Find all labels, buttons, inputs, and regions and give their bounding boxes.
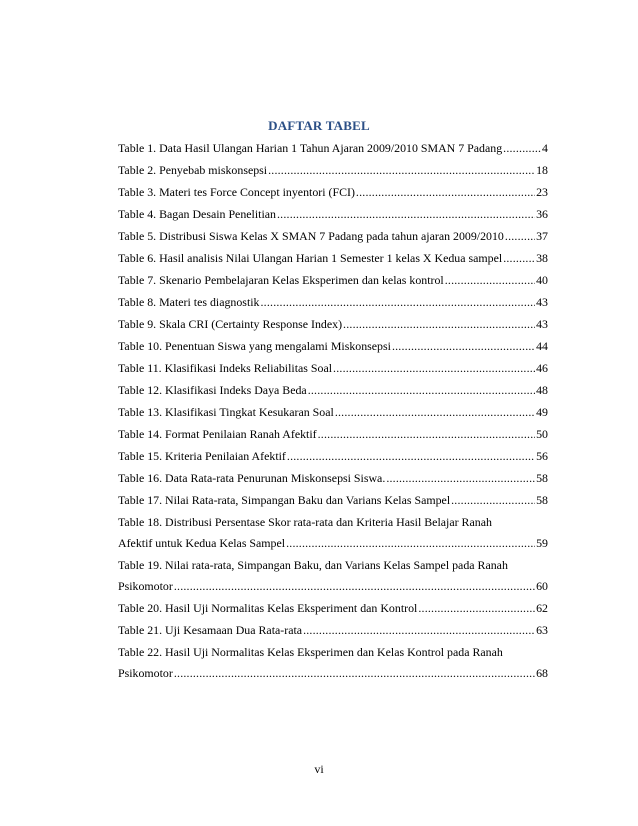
toc-entry[interactable] [118, 449, 548, 471]
toc-entry-label: Table 16. Data Rata-rata Penurunan Miskonsepsi Siswa. [118, 471, 386, 485]
toc-entry-page: 48 [536, 383, 548, 397]
toc-entry-label: Table 17. Nilai Rata-rata, Simpangan Baku dan Varians Kelas Sampel [118, 493, 451, 507]
toc-entry-label: Table 12. Klasifikasi Indeks Daya Beda [118, 383, 307, 397]
toc-entry[interactable] [118, 361, 548, 383]
toc-entry[interactable] [118, 383, 548, 405]
toc-entry[interactable] [118, 623, 548, 645]
toc-entry-label: Table 11. Klasifikasi Indeks Reliabilitas Soal [118, 361, 333, 375]
toc-entry[interactable] [118, 295, 548, 317]
toc-entry-label: Table 2. Penyebab miskonsepsi [118, 163, 268, 177]
toc-entry-page: 60 [536, 579, 548, 593]
toc-entry[interactable] [118, 185, 548, 207]
toc-entry-page: 63 [536, 623, 548, 637]
toc-entry[interactable] [118, 493, 548, 515]
toc-entry-label: Table 19. Nilai rata-rata, Simpangan Baku, dan Varians Kelas Sampel pada Ranah [118, 558, 508, 572]
toc-entry-label: Table 9. Skala CRI (Certainty Response Index) [118, 317, 343, 331]
toc-entry-page: 23 [536, 185, 548, 199]
table-of-tables [118, 141, 548, 688]
toc-entry-label: Table 7. Skenario Pembelajaran Kelas Eksperimen dan kelas kontrol [118, 273, 444, 287]
toc-entry-page: 36 [536, 207, 548, 221]
toc-entry[interactable] [118, 273, 548, 295]
toc-entry[interactable] [118, 317, 548, 339]
dot-leader [335, 405, 535, 419]
dot-leader [445, 273, 535, 287]
toc-entry[interactable] [118, 339, 548, 361]
toc-entry-page: 59 [536, 536, 548, 550]
toc-entry[interactable] [118, 229, 548, 251]
toc-entry-label: Table 15. Kriteria Penilaian Afektif [118, 449, 286, 463]
toc-entry-label: Table 10. Penentuan Siswa yang mengalami Miskonsepsi [118, 339, 391, 353]
toc-entry-label-continued: Psikomotor [118, 666, 173, 680]
toc-entry[interactable] [118, 405, 548, 427]
toc-entry[interactable] [118, 207, 548, 229]
toc-entry-label: Table 13. Klasifikasi Tingkat Kesukaran Soal [118, 405, 334, 419]
toc-entry-page: 40 [536, 273, 548, 287]
toc-entry-page: 37 [536, 229, 548, 243]
toc-entry-page: 4 [542, 141, 548, 155]
toc-entry-page: 44 [536, 339, 548, 353]
toc-entry[interactable] [118, 141, 548, 163]
toc-entry-page: 62 [536, 601, 548, 615]
dot-leader [277, 207, 535, 221]
toc-entry-page: 58 [536, 493, 548, 507]
dot-leader [333, 361, 535, 375]
toc-entry-page: 18 [536, 163, 548, 177]
dot-leader [343, 317, 535, 331]
page-title: DAFTAR TABEL [268, 118, 370, 133]
dot-leader [451, 493, 535, 507]
dot-leader [286, 536, 535, 550]
dot-leader [386, 471, 535, 485]
toc-entry[interactable] [118, 645, 548, 688]
dot-leader [503, 251, 535, 265]
dot-leader [318, 427, 535, 441]
dot-leader [356, 185, 535, 199]
toc-entry-page: 46 [536, 361, 548, 375]
toc-entry-page: 58 [536, 471, 548, 485]
dot-leader [308, 383, 535, 397]
dot-leader [392, 339, 535, 353]
toc-entry-label: Table 3. Materi tes Force Concept inyentori (FCI) [118, 185, 355, 199]
toc-entry-page: 38 [536, 251, 548, 265]
toc-entry[interactable] [118, 251, 548, 273]
dot-leader [174, 579, 535, 593]
toc-entry-label: Table 22. Hasil Uji Normalitas Kelas Eksperimen dan Kelas Kontrol pada Ranah [118, 645, 503, 659]
dot-leader [174, 666, 535, 680]
toc-entry-page: 68 [536, 666, 548, 680]
toc-entry-label-continued: Psikomotor [118, 579, 173, 593]
toc-entry-page: 56 [536, 449, 548, 463]
page-number: vi [314, 762, 324, 776]
toc-entry-label-continued: Afektif untuk Kedua Kelas Sampel [118, 536, 286, 550]
toc-entry[interactable] [118, 471, 548, 493]
toc-entry-label: Table 8. Materi tes diagnostik [118, 295, 260, 309]
toc-entry-page: 49 [536, 405, 548, 419]
toc-entry-page: 43 [536, 295, 548, 309]
toc-entry-label: Table 18. Distribusi Persentase Skor rata-rata dan Kriteria Hasil Belajar Ranah [118, 515, 492, 529]
dot-leader [503, 141, 541, 155]
toc-entry-page: 43 [536, 317, 548, 331]
toc-entry-page: 50 [536, 427, 548, 441]
toc-entry[interactable] [118, 427, 548, 449]
toc-entry-label: Table 20. Hasil Uji Normalitas Kelas Eksperiment dan Kontrol [118, 601, 418, 615]
toc-entry[interactable] [118, 515, 548, 558]
dot-leader [303, 623, 535, 637]
toc-entry-label: Table 5. Distribusi Siswa Kelas X SMAN 7 Padang pada tahun ajaran 2009/2010 [118, 229, 504, 243]
toc-entry[interactable] [118, 601, 548, 623]
dot-leader [268, 163, 535, 177]
dot-leader [505, 229, 535, 243]
toc-entry-label: Table 14. Format Penilaian Ranah Afektif [118, 427, 317, 441]
dot-leader [418, 601, 535, 615]
dot-leader [287, 449, 535, 463]
toc-entry-label: Table 6. Hasil analisis Nilai Ulangan Harian 1 Semester 1 kelas X Kedua sampel [118, 251, 503, 265]
dot-leader [261, 295, 536, 309]
toc-entry[interactable] [118, 558, 548, 601]
toc-entry[interactable] [118, 163, 548, 185]
toc-entry-label: Table 4. Bagan Desain Penelitian [118, 207, 276, 221]
toc-entry-label: Table 1. Data Hasil Ulangan Harian 1 Tahun Ajaran 2009/2010 SMAN 7 Padang [118, 141, 503, 155]
toc-entry-label: Table 21. Uji Kesamaan Dua Rata-rata [118, 623, 303, 637]
